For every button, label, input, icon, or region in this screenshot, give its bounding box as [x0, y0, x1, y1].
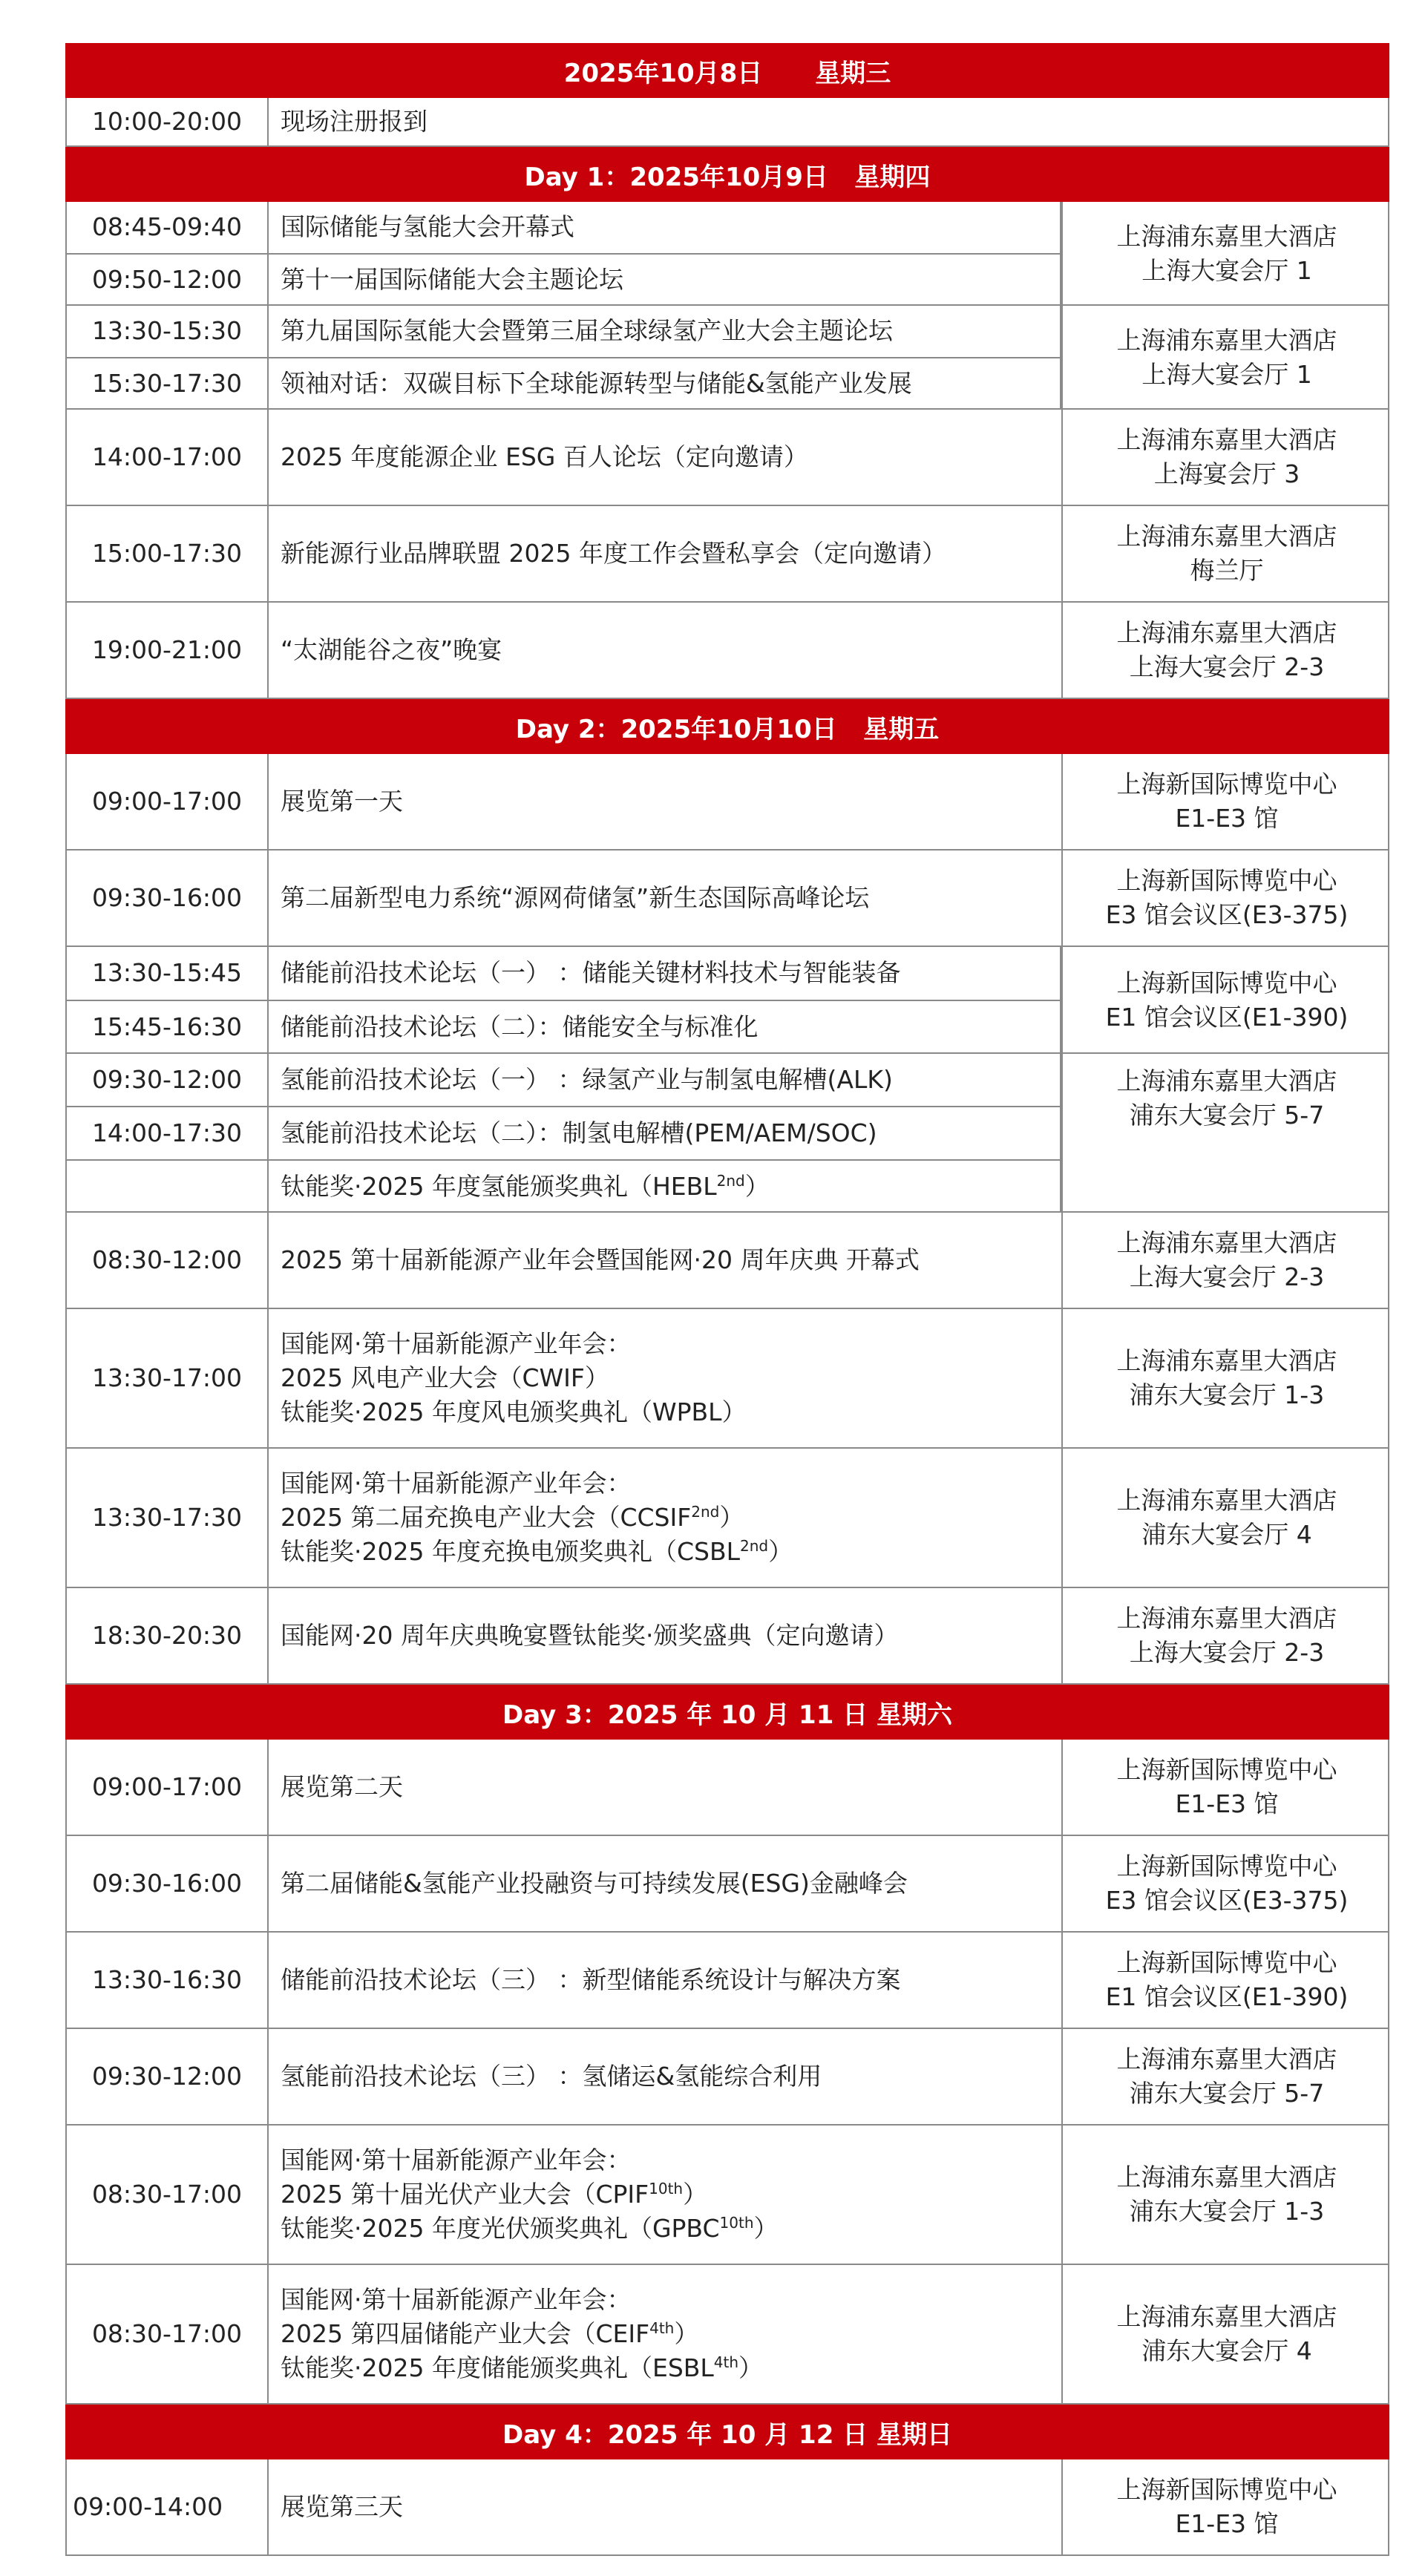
event-cell: 国能网·第十届新能源产业年会： 2025 第四届储能产业大会$(CEIF^{4th})$ 钛能奖·2025 年度储能颁奖典礼$(ESBL^{4th})$ — [269, 2265, 1063, 2403]
time-cell: 15:30-17:30 — [67, 358, 269, 410]
event-cell: 储能前沿技术论坛（一） ：储能关键材料技术与智能装备 — [269, 947, 1061, 1000]
time-cell: 09:00-14:00 — [67, 2459, 269, 2554]
day-header-day1: Day 1：2025年10月9日 星期四 — [65, 147, 1389, 202]
venue-cell: 上海浦东嘉里大酒店 浦东大宴会厅 4 — [1116, 1485, 1337, 1549]
venue-cell: 上海新国际博览中心 E3 馆会议区(E3-375) — [1105, 865, 1349, 929]
venue-cell: 上海浦东嘉里大酒店 梅兰厅 — [1116, 521, 1337, 585]
event-cell: 储能前沿技术论坛（三） ：新型储能系统设计与解决方案 — [269, 1933, 1063, 2028]
time-cell: 08:45-09:40 — [67, 202, 269, 253]
event-cell: 氢能前沿技术论坛（一） ：绿氢产业与制氢电解槽(ALK) — [269, 1054, 1061, 1106]
event-cell: 2025 第十届新能源产业年会暨国能网·20 周年庆典 开幕式 — [269, 1213, 1063, 1308]
time-cell: 09:00-17:00 — [67, 754, 269, 849]
day-header-day3: Day 3：2025 年 10 月 11 日 星期六 — [65, 1685, 1389, 1740]
venue-cell: 上海新国际博览中心 E1-E3 馆 — [1116, 2474, 1337, 2538]
table-row — [65, 2265, 1389, 2405]
day-header-day2: Day 2：2025年10月10日 星期五 — [65, 699, 1389, 754]
event-cell: 氢能前沿技术论坛（三） ：氢储运&氢能综合利用 — [269, 2029, 1063, 2124]
time-cell: 10:00-20:00 — [67, 98, 269, 145]
time-cell: 09:30-12:00 — [67, 2029, 269, 2124]
time-cell: 15:00-17:30 — [67, 506, 269, 601]
venue-cell: 上海浦东嘉里大酒店 上海大宴会厅 2-3 — [1116, 1603, 1337, 1667]
venue-cell: 上海新国际博览中心 E1 馆会议区(E1-390) — [1105, 1947, 1349, 2011]
time-cell: 08:30-12:00 — [67, 1213, 269, 1308]
venue-cell: 上海新国际博览中心 E1-E3 馆 — [1116, 1754, 1337, 1818]
table-row — [65, 603, 1389, 699]
event-schedule-table — [65, 43, 1389, 2556]
table-row-group — [65, 1054, 1389, 1213]
table-row — [65, 1740, 1389, 1836]
event-cell: 展览第三天 — [269, 2459, 1063, 2554]
time-cell: 08:30-17:00 — [67, 2265, 269, 2403]
event-cell: 国能网·第十届新能源产业年会： 2025 第十届光伏产业大会$(CPIF^{10th})$ 钛能奖·2025 年度光伏颁奖典礼$(GPBC^{10th})$ — [269, 2126, 1063, 2264]
venue-cell: 上海浦东嘉里大酒店 浦东大宴会厅 5-7 — [1116, 1066, 1337, 1130]
table-row — [65, 2029, 1389, 2126]
table-row — [65, 1213, 1389, 1309]
table-row — [65, 98, 1389, 147]
table-row — [65, 2459, 1389, 2556]
table-row — [65, 410, 1389, 506]
venue-cell: 上海新国际博览中心 E1-E3 馆 — [1116, 769, 1337, 833]
time-cell: 09:30-16:00 — [67, 851, 269, 945]
event-cell: 钛能奖·2025 年度氢能颁奖典礼$(HEBL^{2nd})$ — [269, 1161, 1061, 1213]
table-row — [65, 506, 1389, 603]
time-cell: 14:00-17:30 — [67, 1107, 269, 1159]
time-cell: 13:30-17:30 — [67, 1449, 269, 1587]
venue-cell: 上海浦东嘉里大酒店 浦东大宴会厅 1-3 — [1116, 2162, 1337, 2226]
event-cell: 储能前沿技术论坛（二）：储能安全与标准化 — [269, 1001, 1061, 1054]
event-cell: 国际储能与氢能大会开幕式 — [269, 202, 1061, 253]
table-row-group — [65, 306, 1389, 410]
event-cell: 现场注册报到 — [281, 106, 428, 136]
table-row — [65, 1836, 1389, 1933]
table-row — [65, 2126, 1389, 2265]
venue-cell: 上海浦东嘉里大酒店 上海宴会厅 3 — [1116, 425, 1337, 488]
event-cell: 第九届国际氢能大会暨第三届全球绿氢产业大会主题论坛 — [269, 306, 1061, 357]
table-row — [65, 1588, 1389, 1685]
event-cell: “太湖能谷之夜”晚宴 — [269, 603, 1063, 698]
time-cell: 09:30-12:00 — [67, 1054, 269, 1106]
event-cell: 新能源行业品牌联盟 2025 年度工作会暨私享会（定向邀请） — [269, 506, 1063, 601]
time-cell: 15:45-16:30 — [67, 1001, 269, 1054]
event-cell: 第十一届国际储能大会主题论坛 — [269, 255, 1061, 306]
table-row — [65, 851, 1389, 947]
venue-cell: 上海新国际博览中心 E3 馆会议区(E3-375) — [1105, 1851, 1349, 1915]
event-cell: 第二届新型电力系统“源网荷储氢”新生态国际高峰论坛 — [269, 851, 1063, 945]
event-cell: 国能网·第十届新能源产业年会： 2025 第二届充换电产业大会$(CCSIF^{2nd})$ 钛能奖·2025 年度充换电颁奖典礼$(CSBL^{2nd})$ — [269, 1449, 1063, 1587]
time-cell: 13:30-15:30 — [67, 306, 269, 357]
time-cell: 09:30-16:00 — [67, 1836, 269, 1931]
table-row-group — [65, 202, 1389, 306]
table-row — [65, 1933, 1389, 2029]
venue-cell: 上海浦东嘉里大酒店 浦东大宴会厅 4 — [1116, 2301, 1337, 2365]
table-row — [65, 754, 1389, 851]
venue-cell: 上海浦东嘉里大酒店 上海大宴会厅 2-3 — [1116, 1228, 1337, 1291]
time-cell: 18:30-20:30 — [67, 1588, 269, 1683]
time-cell: 09:00-17:00 — [67, 1740, 269, 1835]
event-cell: 国能网·20 周年庆典晚宴暨钛能奖·颁奖盛典（定向邀请） — [269, 1588, 1063, 1683]
time-cell: 13:30-17:00 — [67, 1309, 269, 1447]
venue-cell: 上海浦东嘉里大酒店 浦东大宴会厅 1-3 — [1116, 1346, 1337, 1409]
time-cell: 08:30-17:00 — [67, 2126, 269, 2264]
table-row — [65, 1449, 1389, 1588]
event-cell: 氢能前沿技术论坛（二）：制氢电解槽(PEM/AEM/SOC) — [269, 1107, 1061, 1159]
day-header-oct8: 2025年10月8日 星期三 — [65, 43, 1389, 98]
venue-cell: 上海浦东嘉里大酒店 上海大宴会厅 2-3 — [1116, 617, 1337, 681]
time-cell: 09:50-12:00 — [67, 255, 269, 306]
event-cell: 第二届储能&氢能产业投融资与可持续发展(ESG)金融峰会 — [269, 1836, 1063, 1931]
time-cell: 19:00-21:00 — [67, 603, 269, 698]
event-cell: 领袖对话：双碳目标下全球能源转型与储能&氢能产业发展 — [269, 358, 1061, 410]
event-cell: 国能网·第十届新能源产业年会： 2025 风电产业大会（CWIF） 钛能奖·2025 年度风电颁奖典礼（WPBL） — [269, 1309, 1063, 1447]
event-cell: 展览第二天 — [269, 1740, 1063, 1835]
time-cell: 14:00-17:00 — [67, 410, 269, 505]
venue-cell: 上海新国际博览中心 E1 馆会议区(E1-390) — [1105, 968, 1349, 1032]
day-header-day4: Day 4：2025 年 10 月 12 日 星期日 — [65, 2405, 1389, 2459]
venue-cell: 上海浦东嘉里大酒店 浦东大宴会厅 5-7 — [1116, 2044, 1337, 2108]
time-cell — [67, 1161, 269, 1213]
event-cell: 2025 年度能源企业 ESG 百人论坛（定向邀请） — [269, 410, 1063, 505]
time-cell: 13:30-16:30 — [67, 1933, 269, 2028]
venue-cell: 上海浦东嘉里大酒店 上海大宴会厅 1 — [1116, 221, 1337, 285]
venue-cell: 上海浦东嘉里大酒店 上海大宴会厅 1 — [1116, 325, 1337, 389]
table-row — [65, 1309, 1389, 1449]
table-row-group — [65, 947, 1389, 1054]
event-cell: 展览第一天 — [269, 754, 1063, 849]
time-cell: 13:30-15:45 — [67, 947, 269, 1000]
